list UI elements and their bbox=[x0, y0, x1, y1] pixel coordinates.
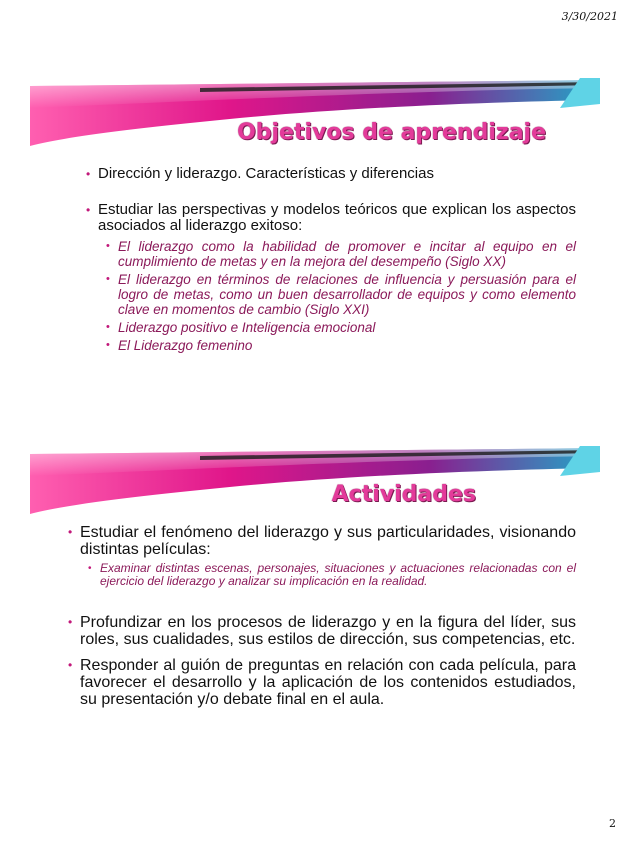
slide-2-bullet-list bbox=[68, 524, 576, 561]
list-item: • Liderazgo positivo e Inteligencia emocional bbox=[106, 320, 576, 335]
list-item: • Estudiar el fenómeno del liderazgo y sus particularidades, visionando distintas películas: bbox=[68, 524, 576, 558]
list-item: • El liderazgo en términos de relaciones de influencia y persuasión para el logro de metas, como un buen desarrollador de equipos y como elemento clave en momentos de cambio (Siglo XXI) bbox=[106, 272, 576, 317]
list-item: • Responder al guión de preguntas en relación con cada película, para favorecer el desarrollo y la aplicación de los contenidos estudiados, su presentación y/o debate final en el aula. bbox=[68, 657, 576, 708]
page-number: 2 bbox=[609, 817, 616, 830]
list-item: • Examinar distintas escenas, personajes, situaciones y actuaciones relacionadas con el ejercicio del liderazgo y analizar su implicación en la realidad. bbox=[88, 562, 576, 588]
slide-2-bullet-list-continued bbox=[68, 614, 576, 708]
list-item: • Profundizar en los procesos de liderazgo y en la figura del líder, sus roles, sus cualidades, sus estilos de dirección, sus competencias, etc. bbox=[68, 614, 576, 648]
slide-1-title: Objetivos de aprendizaje bbox=[237, 120, 546, 145]
slide-1-bullet-list bbox=[86, 166, 576, 237]
list-item: • El Liderazgo femenino bbox=[106, 338, 576, 353]
list-item: • El liderazgo como la habilidad de promover e incitar al equipo en el cumplimiento de metas y en la mejora del desempeño (Siglo XX) bbox=[106, 239, 576, 269]
list-item: • Estudiar las perspectivas y modelos teóricos que explican los aspectos asociados al liderazgo exitoso: bbox=[86, 202, 576, 234]
slide-2-subbullet-list bbox=[88, 562, 576, 588]
page-date: 3/30/2021 bbox=[561, 10, 618, 23]
slide-2-title: Actividades bbox=[331, 482, 476, 507]
list-item: • Dirección y liderazgo. Características y diferencias bbox=[86, 166, 576, 182]
slide-banner bbox=[0, 78, 636, 158]
slide-1-subbullet-list bbox=[106, 239, 576, 353]
banner-swoosh-graphic bbox=[0, 78, 636, 158]
